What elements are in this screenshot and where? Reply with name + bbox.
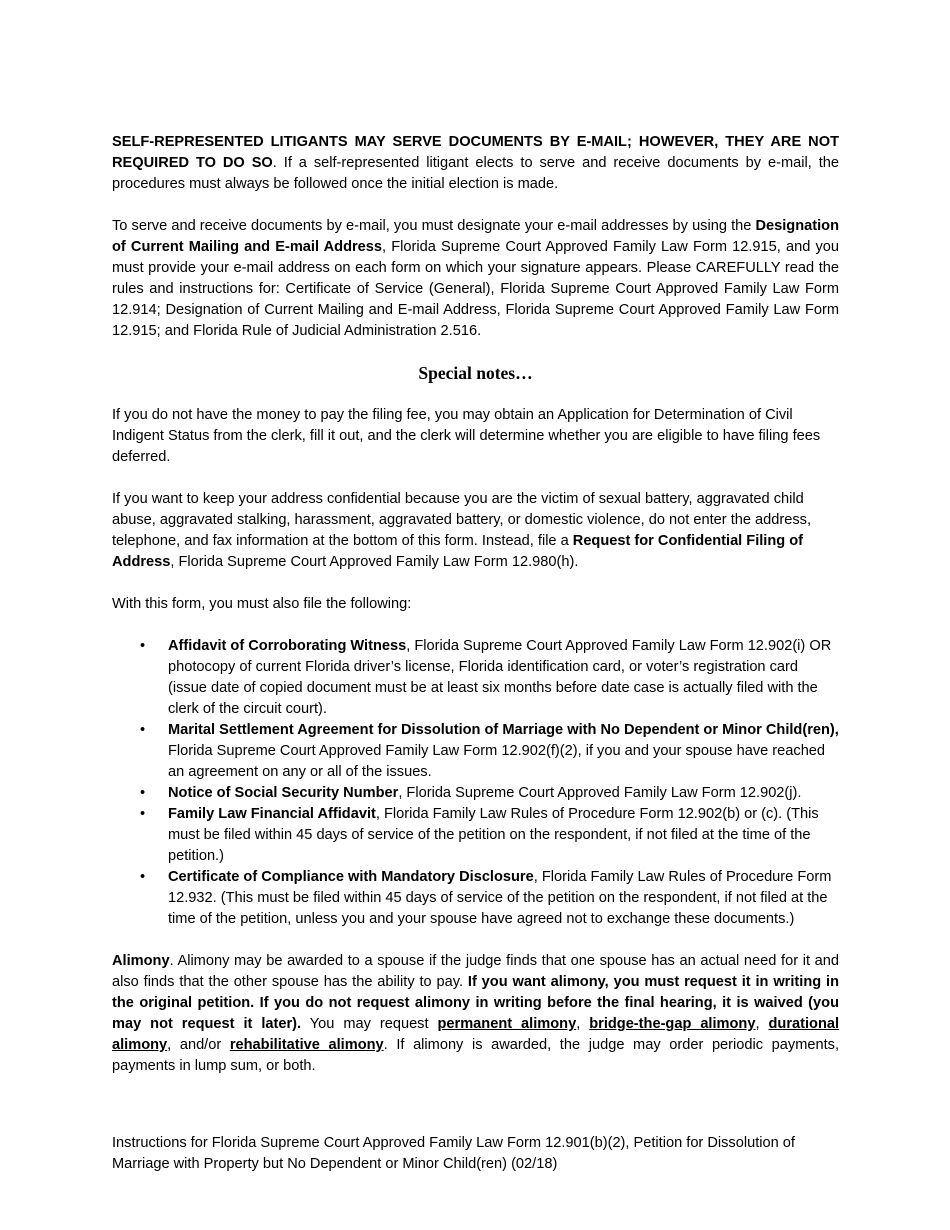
- bullet-icon: •: [140, 785, 146, 801]
- alimony-paragraph: [112, 951, 839, 1077]
- list-item: [112, 867, 839, 930]
- list-item: [112, 636, 839, 720]
- designation-form-name: Designation of Current Mailing and E-mail Address: [112, 218, 839, 255]
- email-service-paragraph: [112, 132, 839, 195]
- permanent-alimony-term: permanent alimony: [437, 1016, 577, 1032]
- confidential-address-paragraph: [112, 489, 839, 573]
- alimony-separator: ,: [755, 1016, 769, 1032]
- list-item: [112, 783, 839, 804]
- bullet-icon: •: [140, 806, 146, 822]
- rehabilitative-alimony-term: rehabilitative alimony: [229, 1037, 384, 1053]
- list-item-text: , Florida Family Law Rules of Procedure Form 12.902(b) or (c). (This must be filed within 45 days of service of the petition on the respondent, if not filed at the time of the petition.): [168, 806, 819, 864]
- page-footer: Instructions for Florida Supreme Court Approved Family Law Form 12.901(b)(2), Petition for Dissolution of Marriage with Property but No Dependent or Minor Child(ren) (02/18): [112, 1135, 795, 1172]
- email-designation-text-2: , Florida Supreme Court Approved Family Law Form 12.915, and you must provide your e-mail address on each form on which your signature appears. Please CAREFULLY read the rules and instructions for: Certificate of Service (General), Florida Supreme Court Approved Family Law Form 12.914; Designation of Current Mailing and E-mail Address, Florida Supreme Court Approved Family Law Form 12.915; and Florida Rule of Judicial Administration 2.516.: [112, 239, 839, 339]
- special-notes-heading: Special notes…: [418, 363, 533, 383]
- list-item: [112, 804, 839, 867]
- list-item-title: Affidavit of Corroborating Witness: [168, 638, 407, 654]
- list-item-text: , Florida Family Law Rules of Procedure Form 12.932. (This must be filed within 45 days of service of the petition on the respondent, if not filed at the time of the petition, unless you and your spouse have agreed not to exchange these documents.): [168, 869, 832, 927]
- list-item-text: , Florida Supreme Court Approved Family Law Form 12.902(i) OR photocopy of current Florida driver’s license, Florida identification card, or voter’s registration card (issue date of copied document must be at least six months before date case is actually filed with the clerk of the circuit court).: [168, 638, 832, 717]
- alimony-bold-warning: If you want alimony, you must request it in writing in the original petition. If you do not request alimony in writing before the final hearing, it is waived (you may not request it later).: [112, 974, 839, 1032]
- email-service-text: . If a self-represented litigant elects to serve and receive documents by e-mail, the procedures must always be followed once the initial election is made.: [112, 155, 839, 192]
- email-service-bold-notice: SELF-REPRESENTED LITIGANTS MAY SERVE DOCUMENTS BY E-MAIL; HOWEVER, THEY ARE NOT REQUIRED TO DO SO: [112, 134, 839, 171]
- bridge-the-gap-alimony-term: bridge-the-gap alimony: [589, 1016, 756, 1032]
- list-item-title: Marital Settlement Agreement for Dissolution of Marriage with No Dependent or Minor Child(ren),: [168, 722, 839, 738]
- confidential-filing-form-name: Request for Confidential Filing of Address: [112, 533, 804, 570]
- alimony-text-2: You may request: [301, 1016, 438, 1032]
- list-item-text: , Florida Supreme Court Approved Family Law Form 12.902(j).: [398, 785, 802, 801]
- email-designation-paragraph: [112, 216, 839, 342]
- bullet-icon: •: [140, 638, 146, 654]
- list-item-title: Family Law Financial Affidavit: [168, 806, 376, 822]
- confidential-address-text-1: If you want to keep your address confidential because you are the victim of sexual battery, aggravated child abuse, aggravated stalking, harassment, aggravated battery, or domestic violence, do not enter the address, telephone, and fax information at the bottom of this form. Instead, file a: [112, 491, 812, 549]
- filing-fee-paragraph: If you do not have the money to pay the filing fee, you may obtain an Application for Determination of Civil Indigent Status from the clerk, fill it out, and the clerk will determine whether you are eligible to have filing fees deferred.: [112, 407, 821, 465]
- also-file-intro: With this form, you must also file the following:: [112, 596, 412, 612]
- required-documents-list: [112, 636, 839, 930]
- document-body: [112, 132, 839, 1077]
- alimony-separator: , and/or: [167, 1037, 230, 1053]
- confidential-address-text-2: , Florida Supreme Court Approved Family Law Form 12.980(h).: [170, 554, 579, 570]
- list-item-title: Notice of Social Security Number: [168, 785, 399, 801]
- bullet-icon: •: [140, 869, 146, 885]
- durational-alimony-term: durational alimony: [112, 1016, 840, 1053]
- list-item: [112, 720, 839, 783]
- alimony-text-1: . Alimony may be awarded to a spouse if the judge finds that one spouse has an actual need for it and also finds that the other spouse has the ability to pay.: [112, 953, 839, 990]
- bullet-icon: •: [140, 722, 146, 738]
- alimony-text-3: . If alimony is awarded, the judge may order periodic payments, payments in lump sum, or both.: [112, 1037, 840, 1074]
- list-item-text: Florida Supreme Court Approved Family Law Form 12.902(f)(2), if you and your spouse have reached an agreement on any or all of the issues.: [168, 743, 826, 780]
- list-item-title: Certificate of Compliance with Mandatory Disclosure: [168, 869, 534, 885]
- email-designation-text-1: To serve and receive documents by e-mail, you must designate your e-mail addresses by using the: [112, 218, 756, 234]
- alimony-separator: ,: [576, 1016, 590, 1032]
- alimony-label: Alimony: [112, 953, 170, 969]
